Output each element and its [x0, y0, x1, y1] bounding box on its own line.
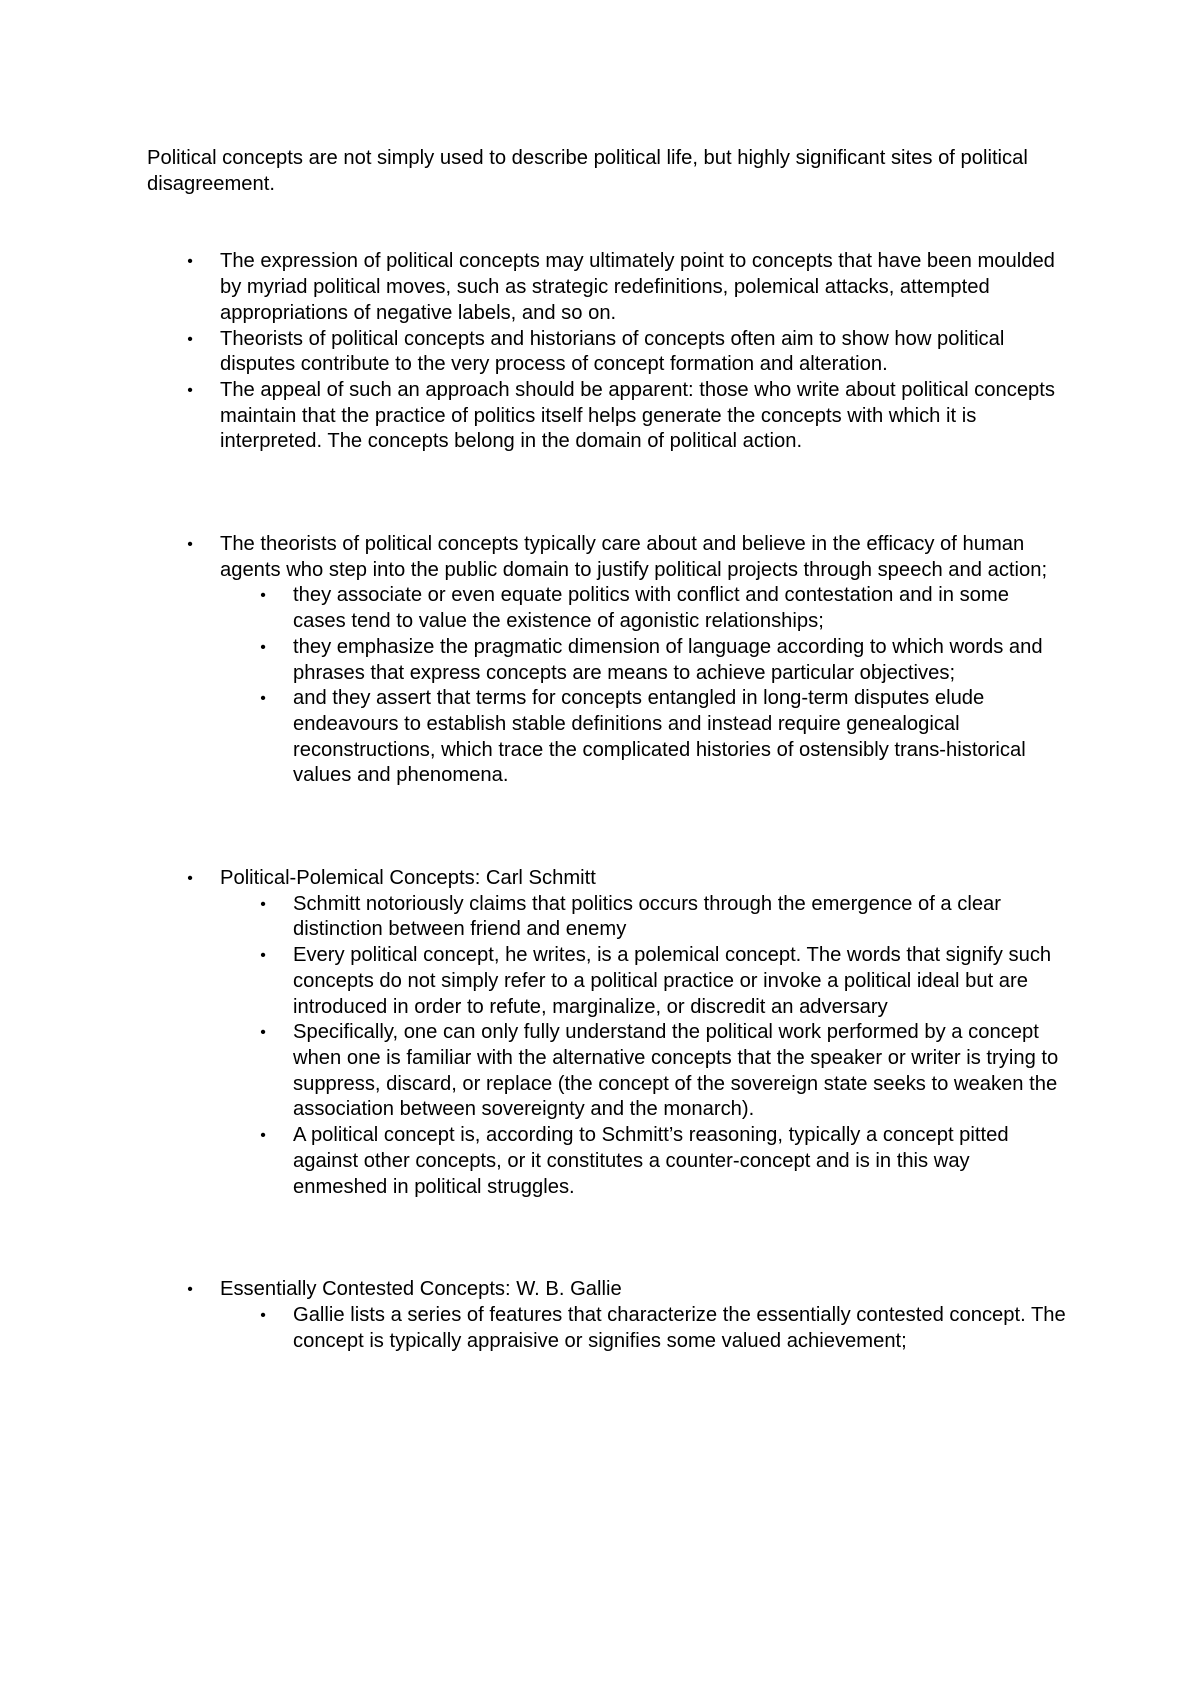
- section-4-sublist: [220, 1303, 1067, 1354]
- bullet-icon: •: [260, 1127, 266, 1145]
- sublist-item: [220, 1123, 1067, 1200]
- sublist-item-text: and they assert that terms for concepts entangled in long-term disputes elude endeavours to establish stable definitions and instead require genealogical reconstructions, which trace the complicated histories of ostensibly trans-historical values and phenomena.: [293, 687, 1026, 787]
- bullet-icon: •: [187, 330, 193, 348]
- bullet-icon: •: [260, 587, 266, 605]
- sublist-item-text: Gallie lists a series of features that characterize the essentially contested concept. The concept is typically appraisive or signifies some valued achievement;: [293, 1303, 1066, 1352]
- sublist-item-text: they associate or even equate politics with conflict and contestation and in some cases tend to value the existence of agonistic relationships;: [293, 584, 1009, 633]
- sublist-item: [220, 686, 1067, 789]
- sublist-item-text: A political concept is, according to Schmitt’s reasoning, typically a concept pitted against other concepts, or it constitutes a counter-concept and is in this way enmeshed in political struggles.: [293, 1124, 1009, 1198]
- sublist-item: [220, 583, 1067, 634]
- sublist-item: [220, 943, 1067, 1020]
- bullet-icon: •: [260, 895, 266, 913]
- bullet-icon: •: [260, 1306, 266, 1324]
- list-item: [147, 327, 1067, 378]
- document-body: [147, 146, 1067, 1354]
- spacer: [147, 197, 1067, 249]
- section-4-list: [147, 1277, 1067, 1354]
- list-item: [147, 532, 1067, 789]
- section-2-list: [147, 532, 1067, 789]
- bullet-icon: •: [187, 1281, 193, 1299]
- spacer: [147, 1200, 1067, 1277]
- intro-paragraph: Political concepts are not simply used to describe political life, but highly significant sites of political disagreement.: [147, 147, 1028, 195]
- sublist-item-text: Schmitt notoriously claims that politics occurs through the emergence of a clear distinction between friend and enemy: [293, 892, 1002, 941]
- bullet-icon: •: [260, 638, 266, 656]
- section-3-list: [147, 866, 1067, 1200]
- sublist-item-text: Specifically, one can only fully understand the political work performed by a concept when one is familiar with the alternative concepts that the speaker or writer is trying to suppress, discard, or replace (the concept of the sovereign state seeks to weaken the association between sovereignty and the monarch).: [293, 1021, 1059, 1121]
- list-item-text: The appeal of such an approach should be apparent: those who write about political concepts maintain that the practice of politics itself helps generate the concepts with which it is interpreted. The concepts belong in the domain of political action.: [220, 378, 1055, 453]
- section-heading: Essentially Contested Concepts: W. B. Gallie: [220, 1278, 622, 1301]
- section-3-sublist: [220, 892, 1067, 1200]
- section-1-list: [147, 249, 1067, 455]
- list-item-text: The theorists of political concepts typically care about and believe in the efficacy of human agents who step into the public domain to justify political projects through speech and action;: [220, 533, 1048, 581]
- bullet-icon: •: [187, 381, 193, 399]
- sublist-item: [220, 1020, 1067, 1123]
- sublist-item: [220, 1303, 1067, 1354]
- section-heading: Political-Polemical Concepts: Carl Schmitt: [220, 867, 596, 890]
- sublist-item-text: they emphasize the pragmatic dimension of language according to which words and phrases that express concepts are means to achieve particular objectives;: [293, 635, 1043, 684]
- list-item-text: The expression of political concepts may ultimately point to concepts that have been moulded by myriad political moves, such as strategic redefinitions, polemical attacks, attempted appropriations of negative labels, and so on.: [220, 250, 1055, 324]
- bullet-icon: •: [260, 1024, 266, 1042]
- spacer: [147, 789, 1067, 866]
- list-item-text: Theorists of political concepts and historians of concepts often aim to show how political disputes contribute to the very process of concept formation and alteration.: [220, 327, 1005, 376]
- section-2-sublist: [220, 583, 1067, 789]
- bullet-icon: •: [187, 253, 193, 271]
- spacer: [147, 455, 1067, 532]
- bullet-icon: •: [260, 690, 266, 708]
- list-item: [147, 1277, 1067, 1354]
- sublist-item: [220, 892, 1067, 943]
- sublist-item-text: Every political concept, he writes, is a polemical concept. The words that signify such concepts do not simply refer to a political practice or invoke a political ideal but are introduced in order to refute, marginalize, or discredit an adversary: [293, 944, 1052, 1018]
- list-item: [147, 866, 1067, 1200]
- list-item: [147, 378, 1067, 455]
- bullet-icon: •: [187, 870, 193, 888]
- bullet-icon: •: [187, 536, 193, 554]
- sublist-item: [220, 635, 1067, 686]
- list-item: [147, 249, 1067, 326]
- bullet-icon: •: [260, 947, 266, 965]
